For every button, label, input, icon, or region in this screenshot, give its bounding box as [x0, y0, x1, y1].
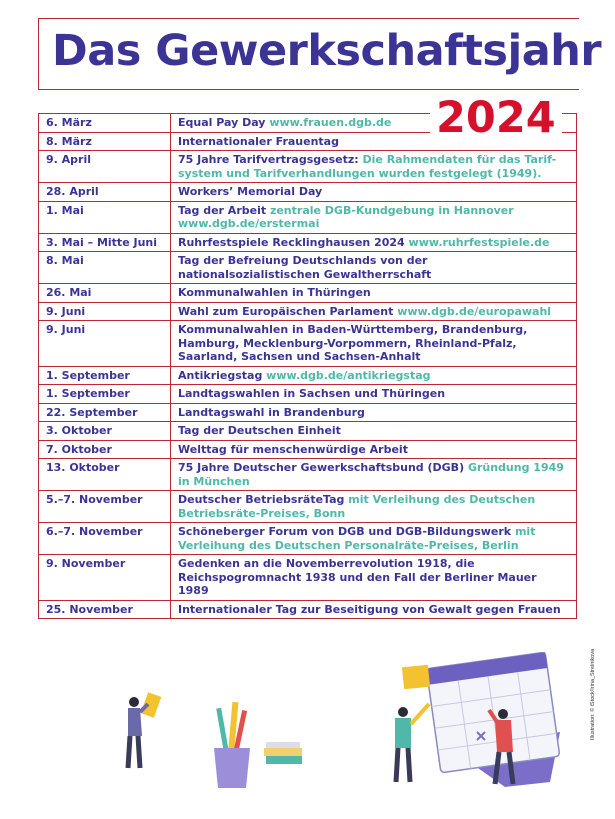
event-link[interactable]: zentrale DGB-Kundgebung in Hannover www.dgb.de/erstermai [178, 203, 514, 230]
pencil-cup-illustration [208, 700, 313, 790]
table-row [39, 233, 577, 252]
event-text: 75 Jahre Tarifvertragsgesetz: [178, 153, 363, 166]
table-row [39, 440, 577, 459]
event-link[interactable]: www.frauen.dgb.de [269, 116, 392, 129]
event-text: Internationaler Frauentag [178, 134, 339, 148]
event-date: 5.–7. November [39, 491, 171, 523]
table-row [39, 600, 577, 619]
event-date: 3. Oktober [39, 422, 171, 441]
calendar-illustration [385, 652, 575, 802]
event-description [171, 385, 577, 404]
event-text: Landtagswahlen in Sachsen und Thüringen [178, 387, 446, 400]
event-text: Kommunalwahlen in Baden-Württemberg, Brandenburg, Hamburg, Mecklenburg-Vorpommern, Rheinland-Pfalz, Saarland, Sachsen und Sachsen-Anhalt [178, 323, 528, 363]
page-title: Das Gewerkschaftsjahr [52, 26, 602, 76]
event-link[interactable]: mit Verleihung des Deutschen Personalräte-Preises, Berlin [178, 525, 536, 552]
event-date: 3. Mai – Mitte Juni [39, 233, 171, 252]
event-text: Gedenken an die Novemberrevolution 1918, die Reichspogromnacht 1938 und den Fall der Berliner Mauer 1989 [178, 557, 537, 597]
event-text: Kommunalwahlen in Thüringen [178, 286, 371, 299]
event-text: Tag der Arbeit [178, 203, 270, 217]
year-label: 2024 [430, 93, 562, 143]
event-text: Antikriegstag [178, 368, 267, 382]
event-date: 7. Oktober [39, 440, 171, 459]
event-date: 25. November [39, 600, 171, 619]
event-text: Ruhrfestspiele Recklinghausen 2024 [178, 235, 409, 249]
event-text: Deutscher BetriebsräteTag [178, 493, 349, 506]
event-description [171, 440, 577, 459]
table-row [39, 555, 577, 601]
event-date: 6.–7. November [39, 523, 171, 555]
table-row [39, 151, 577, 183]
event-link[interactable]: Die Rahmendaten für das Tarif-system und Tarifverhandlungen wurden festgelegt (1949). [178, 153, 557, 180]
event-description [171, 491, 577, 523]
event-text: Welttag für menschenwürdige Arbeit [178, 442, 408, 456]
event-description [171, 302, 577, 321]
table-row [39, 491, 577, 523]
event-text: 75 Jahre Deutscher Gewerkschaftsbund (DGB) [178, 461, 468, 474]
table-row [39, 252, 577, 284]
event-description [171, 403, 577, 422]
event-date: 8. März [39, 132, 171, 151]
table-row [39, 523, 577, 555]
event-date: 9. Juni [39, 302, 171, 321]
event-description [171, 201, 577, 233]
event-description [171, 252, 577, 284]
event-date: 1. September [39, 366, 171, 385]
event-description [171, 523, 577, 555]
events-table [38, 113, 577, 619]
event-description [171, 284, 577, 303]
table-row [39, 459, 577, 491]
table-row [39, 366, 577, 385]
event-date: 6. März [39, 114, 171, 133]
event-date: 8. Mai [39, 252, 171, 284]
event-text: Wahl zum Europäischen Parlament [178, 304, 398, 318]
event-description [171, 555, 577, 601]
event-text: Internationaler Tag zur Beseitigung von Gewalt gegen Frauen [178, 602, 561, 616]
event-description [171, 422, 577, 441]
table-row [39, 183, 577, 202]
event-description [171, 459, 577, 491]
event-date: 9. November [39, 555, 171, 601]
event-date: 22. September [39, 403, 171, 422]
event-link[interactable]: www.ruhrfestspiele.de [408, 235, 550, 249]
event-text: Equal Pay Day [178, 116, 270, 129]
illustration-credit: Illustration: © iStock/Irina_Strelnikova [590, 648, 596, 740]
event-description [171, 151, 577, 183]
event-link[interactable]: mit Verleihung des Deutschen Betriebsräte-Preises, Bonn [178, 493, 536, 520]
table-row [39, 302, 577, 321]
event-text: Workers’ Memorial Day [178, 185, 323, 198]
event-description [171, 600, 577, 619]
table-row [39, 284, 577, 303]
event-description [171, 321, 577, 367]
event-date: 9. Juni [39, 321, 171, 367]
event-description [171, 366, 577, 385]
person-left-illustration [118, 690, 168, 775]
table-row [39, 321, 577, 367]
event-text: Schöneberger Forum von DGB und DGB-Bildungswerk [178, 525, 515, 538]
event-text: Tag der Deutschen Einheit [178, 424, 341, 437]
table-row [39, 422, 577, 441]
event-text: Landtagswahl in Brandenburg [178, 405, 365, 419]
table-row [39, 403, 577, 422]
table-row [39, 201, 577, 233]
event-description [171, 233, 577, 252]
event-date: 28. April [39, 183, 171, 202]
event-date: 9. April [39, 151, 171, 183]
event-link[interactable]: www.dgb.de/antikriegstag [266, 368, 431, 382]
event-date: 26. Mai [39, 284, 171, 303]
event-link[interactable]: www.dgb.de/europawahl [397, 304, 552, 318]
event-date: 1. September [39, 385, 171, 404]
table-row [39, 385, 577, 404]
event-description [171, 183, 577, 202]
event-link[interactable]: Gründung 1949 in München [178, 461, 564, 488]
event-text: Tag der Befreiung Deutschlands von der nationalsozialistischen Gewaltherrschaft [178, 254, 432, 281]
event-date: 1. Mai [39, 201, 171, 233]
event-date: 13. Oktober [39, 459, 171, 491]
